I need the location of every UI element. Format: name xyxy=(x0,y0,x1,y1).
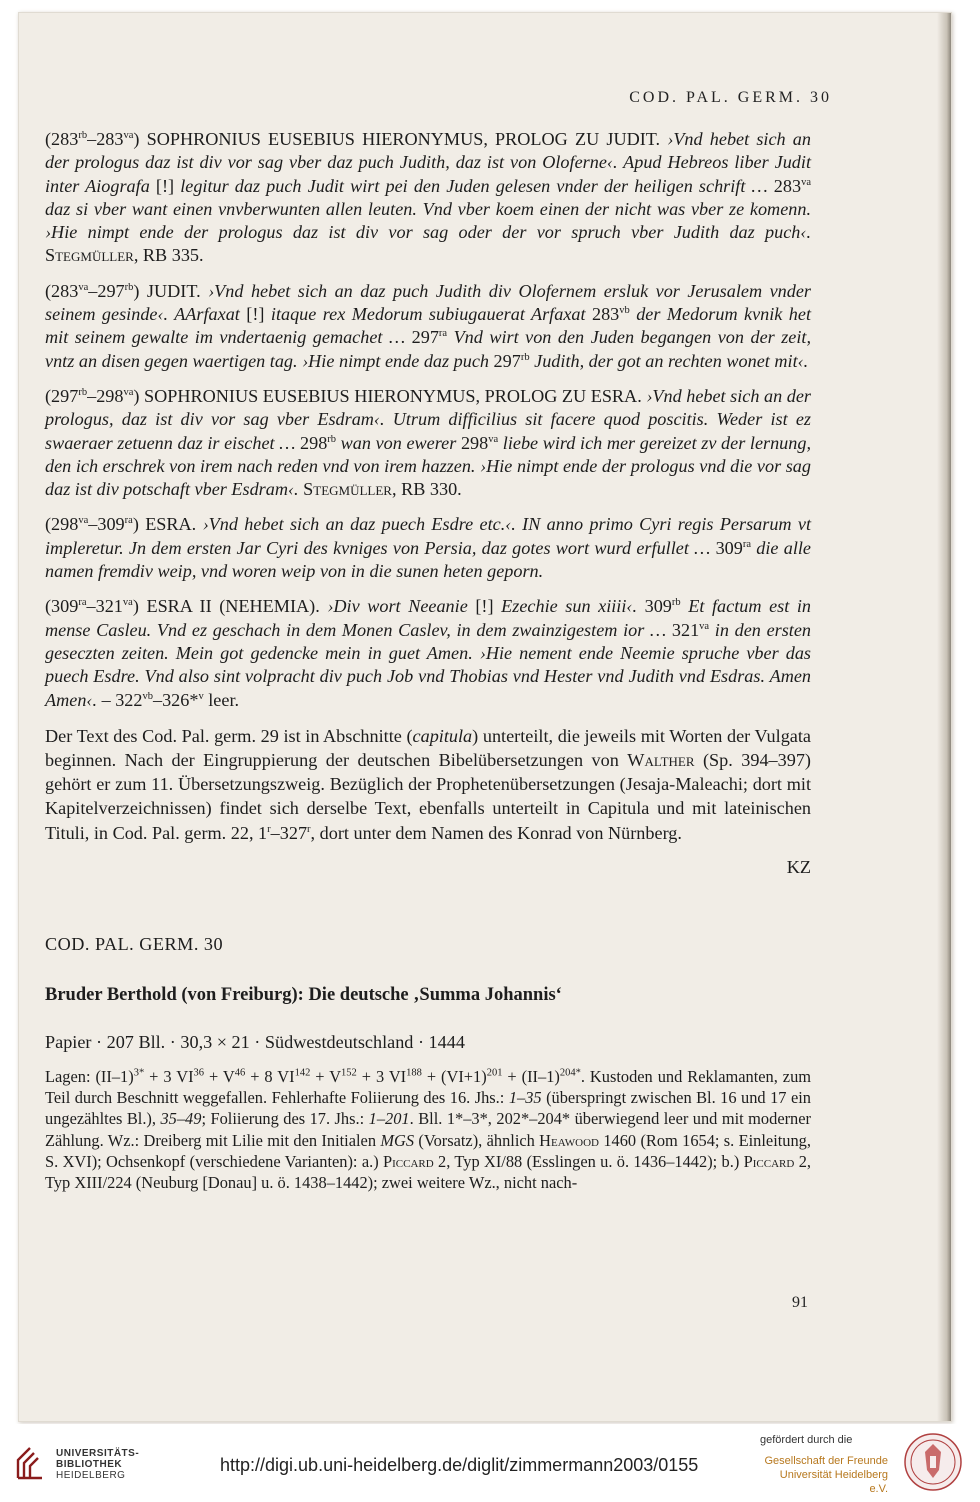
lagen-paragraph: Lagen: $(II-1)^{3*} + 3$ $VI^{36} + V^{46} + 8$ $VI^{142} + V^{152} + 3$ $VI^{188} + (VI+1)^{201} + (II-1)^{204*}$. Kustoden und Reklamanten, zum Teil durch Beschnitt weggefallen. Fehlerhafte Foliierung des 16. Jhs.: 1–35 (überspringt zwischen Bl. 16 und 17 ein ungezähltes Bl.), 35–49; Foliierung des 17. Jhs.: 1–201. Bll. 1*–3*, 202*–204* überwiegend leer und mit moderner Zählung. Wz.: Dreiberg mit Lilie mit den Initialen MGS (Vorsatz), ähnlich Heawood 1460 (Rom 1654; s. Einleitung, S. XVI); Ochsenkopf (verschiedene Varianten): a.) Piccard 2, Typ XI/88 (Esslingen u. ö. 1436–1442); b.) Piccard 2, Typ XIII/224 (Neuburg [Donau] u. ö. 1438–1442); zwei weitere Wz., nicht nach- xyxy=(45,1066,812,1193)
catalog-entry-esra: $(298^{va}-309^{ra})$ ESRA. ›Vnd hebet sich an daz puech Esdre etc.‹. IN anno primo Cyri regis Persarum vt impleretur. Jn dem ersten Jar Cyri des kvniges von Persia, daz gotes wort wurd erfullet … $309^{ra}$ die alle namen fremdiv weip, vnd woren weip von in die sunen heten geporn. xyxy=(45,514,812,582)
commentary-paragraph: Der Text des Cod. Pal. germ. 29 ist in Abschnitte (capitula) unterteilt, die jeweils mit Worten der Vulgata beginnen. Nach der Eingruppierung der deutschen Bibelübersetzungen von Walther (Sp. 394–397) gehört er zum 11. Übersetzungszweig. Bezüglich der Prophetenübersetzungen (Jesaja-Maleachi; dort mit Kapitelverzeichnissen) findet sich derselbe Text, ebenfalls unterteilt in Capitula und mit lateinischen Tituli, in Cod. Pal. germ. 22, 1$^r$–327$^r$, dort unter dem Namen des Konrad von Nürnberg. xyxy=(45,725,811,843)
physical-description: Papier · 207 Bll. · 30,3 × 21 · Südwestdeutschland · 1444 xyxy=(45,1031,465,1052)
section-title: Bruder Berthold (von Freiburg): Die deutsche ‚Summa Johannis‘ xyxy=(45,984,562,1005)
catalog-entry-prolog-judit: $(283^{rb}-283^{va})$ SOPHRONIUS EUSEBIUS HIERONYMUS, PROLOG ZU JUDIT. ›Vnd hebet sich an der prologus daz ist div vor sag vber daz puch Judith, daz ist von Oloferne‹. Apud Hebreos liber Judit inter Aiografa [!] legitur daz puch Judit wirt pei den Juden gelesen vnder der heiligen schrift … $283^{va}$ daz si vber want einen vnvberwunten allen leuten. Vnd vber koem einen der nicht was vber ze komenn. ›Hie nimpt ende der prologus daz ist div vor sag oder der vor spruch vber Judith daz puch‹. Stegmüller, RB 335. xyxy=(45,129,811,266)
page-edge xyxy=(937,13,951,1421)
sponsor-label: gefördert durch die xyxy=(760,1434,853,1446)
catalog-entry-prolog-esra: $(297^{rb}-298^{va})$ SOPHRONIUS EUSEBIUS HIERONYMUS, PROLOG ZU ESRA. ›Vnd hebet sich an der prologus, daz ist div vor sag vber Esdram‹. Utrum difficilius sit facere quod poscitis. Weder ist ez swaeraer zetuenn daz ir eischet … $298^{rb}$ wan von ewerer $298^{va}$ liebe wird ich mer gereizet zv der lernung, den ich erschrek von irem nach reden vnd von irem hazzen. ›Hie nimpt ende der prologus vnd die vor sag daz ist div potschaft vber Esdram‹. Stegmüller, RB 330. xyxy=(45,385,812,500)
page-number: 91 xyxy=(792,1294,808,1311)
permalink-url[interactable]: http://digi.ub.uni-heidelberg.de/diglit/zimmermann2003/0155 xyxy=(220,1455,699,1475)
page-content xyxy=(45,128,811,1194)
footer-bar xyxy=(0,1424,980,1502)
author-initials: KZ xyxy=(786,856,811,877)
library-name[interactable]: UNIVERSITÄTS- BIBLIOTHEK HEIDELBERG xyxy=(56,1448,140,1481)
running-head: COD. PAL. GERM. 30 xyxy=(629,89,832,106)
section-heading: COD. PAL. GERM. 30 xyxy=(45,933,224,954)
university-seal-icon[interactable] xyxy=(903,1430,963,1494)
catalog-entry-nehemia: $(309^{ra}-321^{va})$ ESRA II (NEHEMIA). ›Div wort Neeanie [!] Ezechie sun xiiii‹. $309^{rb}$ Et factum est in mense Casleu. Vnd ez geschach in dem Monen Caslev, in dem zwainzigestem ior … $321^{va}$ in den ersten geseczten zeiten. Mein got gedencke mein in guet Amen. ›Hie nement ende Neemie spruche vber das puech Esdre. Vnd also sint volpracht div puch Job vnd Thobias vnd Hester vnd Judith vnd Esdras. Amen Amen‹. – $322^{vb}-326*^v$ leer. xyxy=(45,596,812,710)
library-logo-icon[interactable] xyxy=(14,1444,50,1482)
catalog-entry-judit: $(283^{va}-297^{rb})$ JUDIT. ›Vnd hebet sich an daz puch Judith div Olofernem ersluk vor Jerusalem vnder seinem gesinde‹. AArfaxat [!] itaque rex Medorum subiugauerat Arfaxat $283^{vb}$ der Medorum kvnik het mit seinem gewalte im vndertaenig gemachet … $297^{ra}$ Vnd wirt von den Juden begangen von der zeit, vntz an disen gegen waertigen tag. ›Hie nimpt ende daz puch $297^{rb}$ Judith, der got an rechten wonet mit‹. xyxy=(45,280,812,371)
sponsor-name[interactable]: Gesellschaft der Freunde Universität Heidelberg e.V. xyxy=(764,1455,888,1495)
